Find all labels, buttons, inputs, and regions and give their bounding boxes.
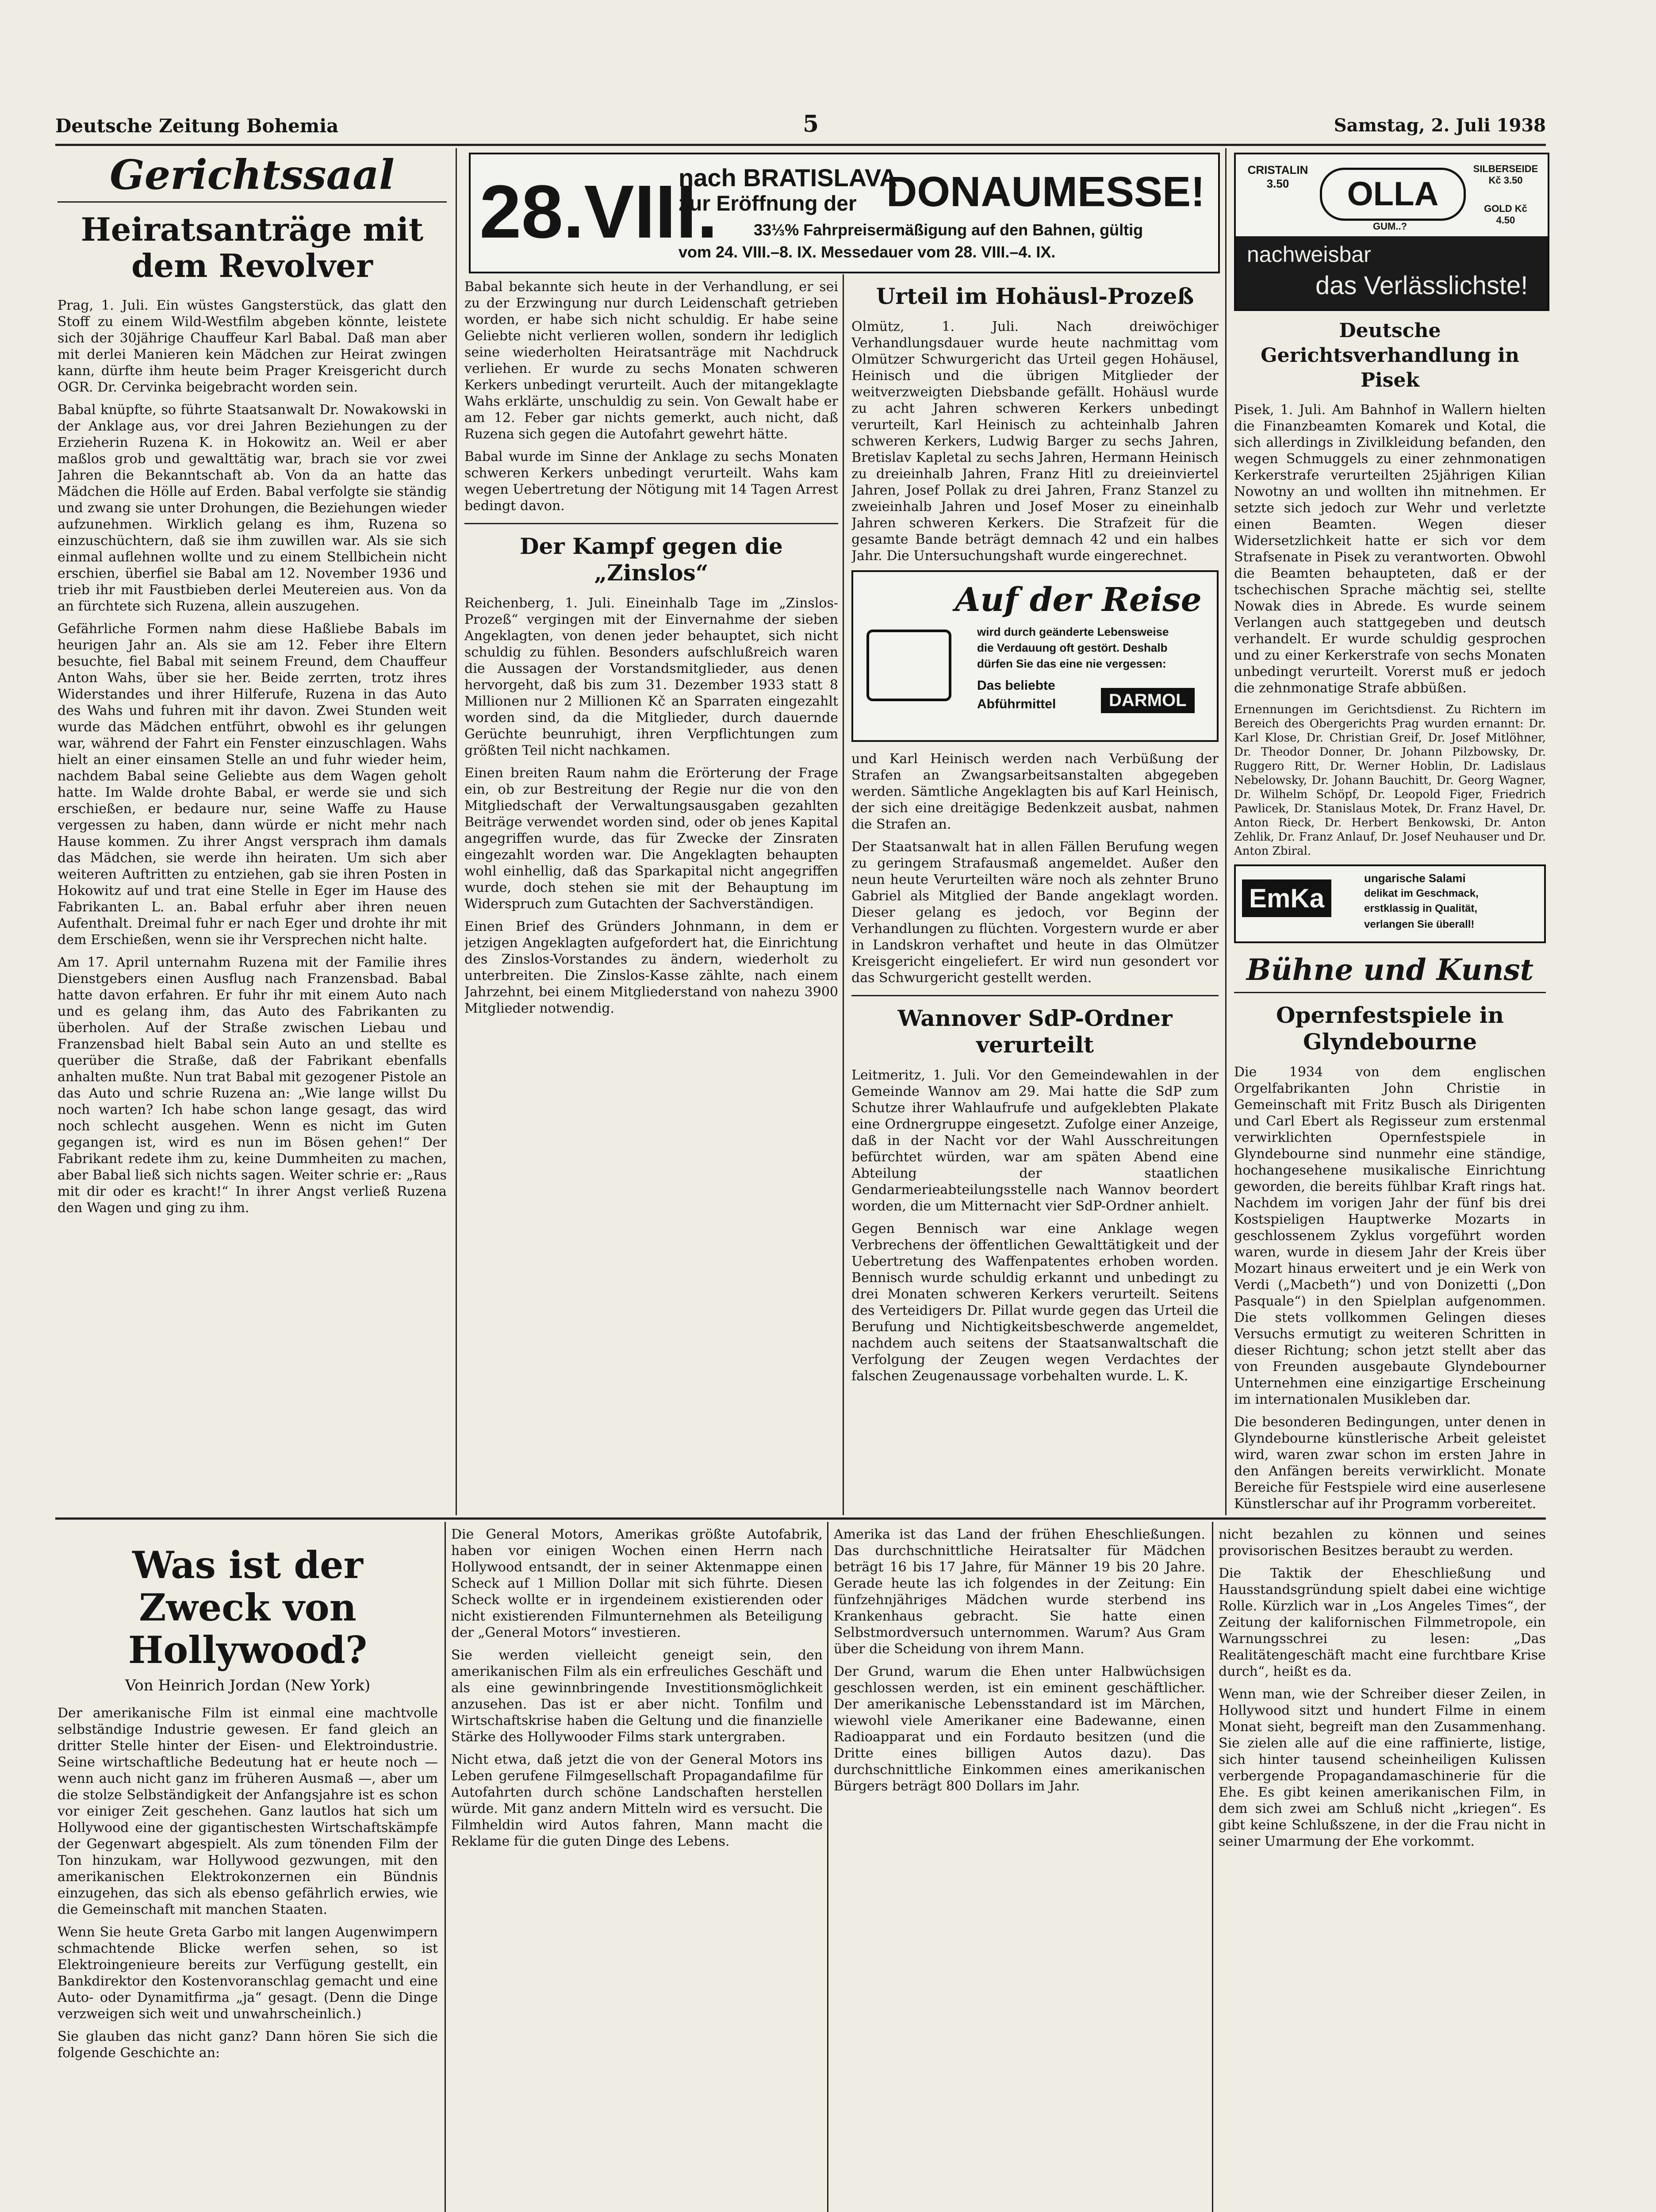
ad-text: Abführmittel	[977, 697, 1056, 711]
article-paragraph: Babal wurde im Sinne der Anklage zu sechs Monaten schweren Kerkers unbedingt verurteilt. Wahs kam wegen Uebertretung der Nötigung mit 14 Tagen Arrest bedingt davon.	[464, 449, 838, 514]
gerichtssaal-column	[58, 153, 447, 1511]
article-rule	[464, 523, 838, 524]
ad-fare: 33⅓% Fahrpreisermäßigung auf den Bahnen, gültig	[754, 221, 1143, 239]
article-paragraph: Der Staatsanwalt hat in allen Fällen Berufung wegen zu geringem Strafausmaß angemeldet. Außer den neun heute Verurteilten wäre noch als zehnter Bruno Gabriel als Mitglied der Bande angeklagt worden. Dieser gelang es jedoch, vor Beginn der Verhandlungen zu flüchten. Vorgestern wurde er aber in Landskron verhaftet und heute in das Olmützer Kreisgericht eingeliefert. Er wird nun gesondert vor das Schwurgericht gestellt werden.	[851, 839, 1219, 986]
article-paragraph: Olmütz, 1. Juli. Nach dreiwöchiger Verhandlungsdauer wurde heute nachmittag vom Olmützer Schwurgericht das Urteil gegen Hohäusel, Heinisch und die übrigen Mitglieder der weitverzweigten Diebsbande gefällt. Hohäusl wurde zu acht Jahren schweren Kerkers unbedingt verurteilt, Karl Heinisch zu achteinhalb Jahren schweren Kerkers, Ludwig Barger zu sechs Jahren, Bretislav Kapletal zu sechs Jahren, Hermann Heinisch zu dreieinhalb Jahren, Franz Hitl zu dreieinviertel Jahren, Josef Pollak zu drei Jahren, Franz Stanzel zu zweieinhalb Jahren und Josef Moser zu eineinhalb Jahren schweren Kerkers. Die Strafzeit für die gesamte Bande beträgt demnach 42 und ein halbes Jahr. Die Untersuchungshaft wurde eingerechnet.	[851, 319, 1219, 564]
hollywood-column-4	[1219, 1526, 1546, 2212]
hollywood-column-2	[451, 1526, 823, 2212]
reise-ad	[851, 570, 1219, 742]
column-rule-b1	[445, 1522, 446, 2212]
page-number: 5	[803, 111, 819, 138]
article-headline: Wannover SdP-Ordner verurteilt	[897, 1005, 1173, 1058]
article-paragraph: und Karl Heinisch werden nach Verbüßung der Strafen an Zwangsarbeitsanstalten abgegeben werden. Sämtliche Angeklagten bis auf Karl Heinisch, der sich eine dreitägige Bedenkzeit ausbat, nahmen die Strafen an.	[851, 751, 1219, 832]
column-rule-b2	[827, 1522, 828, 2212]
article-paragraph: Babal bekannte sich heute in der Verhandlung, er sei zu der Erzwingung nur durch Leidenschaft getrieben worden, er habe sich nicht schuldig. Er habe seine Geliebte nicht verlieren wollen, sondern ihr lediglich seine wiederholten Heiratsanträge mit Nachdruck verliehen. Er wurde zu sechs Monaten schweren Kerkers unbedingt verurteilt. Auch der mitangeklagte Wahs erklärte, unschuldig zu sein. Von Gewalt habe er am 12. Feber gar nichts gemerkt, auch nicht, daß Ruzena sich gegen die Autofahrt gewehrt hätte.	[464, 279, 838, 442]
article-paragraph: Babal knüpfte, so führte Staatsanwalt Dr. Nowakowski in der Anklage aus, vor drei Jahren Beziehungen zu der Erzieherin Ruzena K. in Hokowitz an. Weil er aber maßlos grob und gewalttätig war, brach sie vor zwei Jahren die Bekanntschaft ab. Von da an hatte das Mädchen die Hölle auf Erden. Babal verfolgte sie ständig und zwang sie unter Drohungen, die Beziehungen wieder aufzunehmen. Wirklich gelang es ihm, Ruzena so einzuschüchtern, daß sie ihm zuwillen war. Als sie sich einmal auflehnen wollte und zu einem Stellbichein nicht erschien, überfiel sie Babal am 12. November 1936 und trieb ihr mit Faustbieben derlei Meutereien aus. Von da an fürchtete sich Ruzena, allein auszugehen.	[58, 402, 447, 614]
article-byline: Von Heinrich Jordan (New York)	[125, 1677, 371, 1694]
article-headline: Was ist der Zweck von Hollywood?	[128, 1543, 368, 1672]
article-paragraph: Der amerikanische Film ist einmal eine machtvolle selbständige Industrie gewesen. Er fand gleich an dritter Stelle hinter der Eisen- und Elektroindustrie. Seine wirtschaftliche Bedeutung hat er heute noch — wenn auch nicht ganz im früheren Ausmaß —, aber um die stolze Selbständigkeit der Anfangsjahre ist es schon vor einiger Zeit geschehen. Ganz lautlos hat sich um Hollywood eine der gigantischesten Wirtschaftskämpfe der Gegenwart abgespielt. Als zum tönenden Film der Ton hinzukam, war Hollywood gezwungen, mit den amerikanischen Elektrokonzernen ein Bündnis einzugehen, das sich als ebenso gefährlich erwies, wie die Gemeinschaft mit manchen Staaten.	[58, 1705, 438, 1917]
article-headline: Urteil im Hohäusl-Prozeß	[876, 283, 1194, 309]
ad-text: die Verdauung oft gestört. Deshalb	[977, 641, 1168, 654]
column-rule-2	[843, 274, 844, 1515]
section-title: Gerichtssaal	[110, 153, 395, 199]
section-title: Bühne und Kunst	[1246, 952, 1534, 987]
paper-name: Deutsche Zeitung Bohemia	[55, 115, 339, 137]
donaumesse-ad	[469, 153, 1220, 273]
article-paragraph: Die 1934 von dem englischen Orgelfabrikanten John Christie in Gemeinschaft mit Fritz Busch als Dirigenten und Carl Ebert als Regisseur zum erstenmal verwirklichten Opernfestspiele in Glyndebourne sind nunmehr eine ständige, hochangesehene musikalische Einrichtung geworden, die bereits fühlbar Kraft rings hat. Nachdem im vorigen Jahr der fünf bis drei Kostspieligen Hauptwerke Mozarts in geschlossenem Zyklus vorgeführt worden waren, wurde in diesem Jahr der Kreis über Mozart hinaus erweitert und je ein Werk von Verdi („Macbeth“) und von Donizetti („Don Pasquale“) in den Spielplan aufgenommen. Die stets vollkommen Gelingen dieses Versuchs ermutigt zu weiteren Schritten in dieser Richtung; schon jetzt stellt aber das von Freunden ausgebaute Glyndebourner Unternehmen eine einzigartige Erscheinung im internationalen Musikleben dar.	[1234, 1064, 1546, 1407]
article-headline: Opernfestspiele in Glyndebourne	[1276, 1002, 1504, 1055]
column-rule-1	[456, 148, 457, 1515]
ad-text: dürfen Sie das eine nie vergessen:	[977, 657, 1166, 670]
pisek-column	[1234, 314, 1546, 1511]
ad-text: ungarische Salami	[1364, 872, 1466, 885]
article-paragraph: Am 17. April unternahm Ruzena mit der Familie ihres Dienstgebers einen Ausflug nach Franzensbad. Babal hatte davon erfahren. Er fuhr ihr mit einem Auto nach und es gelang ihm, das Auto des Fabrikanten zu überholen. Auf der Straße zwischen Liebau und Franzensbad hielt Babal sein Auto an und stellte es querüber die Straße, daß der Fabrikant ebenfalls anhalten mußte. Nun trat Babal mit gezogener Pistole an das Auto und schrie Ruzena an: „Wie lange willst Du noch warten? Ich habe schon lange gesagt, das wird noch schlecht ausgehen. Wenn es nicht im Guten gegangen ist, wird es nun im Bösen gehen!“ Der Fabrikant redete ihm zu, keine Dummheiten zu machen, aber Babal ließ sich nichts sagen. Weiter schrie er: „Raus mit dir oder es kracht!“ In ihrer Angst verließ Ruzena den Wagen und ging zu ihm.	[58, 955, 447, 1216]
ad-slogan: das Verlässlichste!	[1315, 271, 1528, 300]
ad-text: erstklassig in Qualität,	[1364, 902, 1478, 914]
article-headline: Der Kampf gegen die „Zinslos“	[520, 533, 783, 586]
article-paragraph: Einen Brief des Gründers Johnmann, in dem er jetzigen Angeklagten aufgefordert hat, die Einrichtung des Zinslos-Vorstandes zu ändern, wiederholt zu unterbreiten. Die Zinslos-Kasse zählte, nach einem Jahrzehnt, bei einem Mitgliederstand von nahezu 3900 Mitglieder notwendig.	[464, 919, 838, 1016]
zinslos-column	[464, 279, 838, 1511]
article-paragraph: Nicht etwa, daß jetzt die von der General Motors ins Leben gerufene Filmgesellschaft Propagandafilme für Autofahrten durch schöne Landschaften herstellen würde. Mit ganz andern Mitteln wird es versucht. Die Filmheldin wird Autos fahren, Mann macht die Reklame für die guten Dinge des Lebens.	[451, 1752, 823, 1849]
article-paragraph: Die besonderen Bedingungen, unter denen in Glyndebourne künstlerische Arbeit geleistet wird, waren zwar schon im ersten Jahre in den Anfängen bereits verwirklicht. Monate Bereiche für Festspiele wird eine auserlesene Künstlerschar auf ihr Programm vorbereitet.	[1234, 1414, 1546, 1511]
article-paragraph: Amerika ist das Land der frühen Eheschließungen. Das durchschnittliche Heiratsalter für Mädchen beträgt 16 bis 17 Jahre, für Männer 19 bis 20 Jahre. Gerade heute las ich folgendes in der Zeitung: Ein fünfzehnjähriges Mädchen wurde sterbend ins Krankenhaus gebracht. Sie hatte einen Selbstmordversuch unternommen. Warum? Aus Gram über die Scheidung von ihrem Mann.	[834, 1527, 1205, 1657]
ad-name: DONAUMESSE!	[886, 168, 1205, 215]
article-headline: Heiratsanträge mit dem Revolver	[80, 211, 424, 284]
section-divider	[55, 1517, 1546, 1520]
hohausl-column	[851, 279, 1219, 1511]
article-paragraph: Wenn Sie heute Greta Garbo mit langen Augenwimpern schmachtende Blicke werfen sehen, so ist Elektroingenieure bereits zur Verfügung gestellt, ein Bankdirektor den Kostenvoranschlag gemacht und eine Auto- oder Dynamitfirma „ja“ gesagt. (Denn die Dinge verzweigen sich weit und unwahrscheinlich.)	[58, 1924, 438, 2022]
ad-text: delikat im Geschmack,	[1364, 887, 1479, 899]
ad-badge: GOLD Kč 4.50	[1484, 203, 1527, 226]
issue-date: Samstag, 2. Juli 1938	[1334, 115, 1546, 136]
section-title-rule	[58, 201, 447, 203]
hollywood-column-3	[834, 1526, 1205, 2212]
column-rule-b3	[1212, 1522, 1213, 2212]
hollywood-column-1	[58, 1526, 438, 2212]
ad-date: 28.VIII.	[479, 170, 718, 254]
article-headline: Deutsche Gerichtsverhandlung in Pisek	[1261, 319, 1519, 392]
emka-ad	[1234, 864, 1546, 943]
olla-ad	[1234, 153, 1549, 311]
article-rule	[851, 995, 1219, 996]
article-paragraph: Pisek, 1. Juli. Am Bahnhof in Wallern hielten die Finanzbeamten Komarek und Kotal, die sich allerdings in Zivilkleidung befanden, den wegen Schmuggels zu einer zehnmonatigen Kerkerstrafe verurteilten 25jährigen Kilian Nowotny an und wollten ihn mitnehmen. Er setzte sich jedoch zur Wehr und verletzte einen Beamten. Wegen dieser Widersetzlichkeit hatte er sich vor dem Strafsenate in Pisek zu verantworten. Obwohl die Beamten behaupteten, daß er der tschechischen Sprache mächtig sei, stellte Nowak dies in Abrede. Es wurde seinem Verlangen auch stattgegeben und deutsch verhandelt. Er wurde schuldig gesprochen und zu einer Kerkerstrafe von sechs Monaten unbedingt verurteilt. Vorerst muß er jedoch die zehnmonatige Strafe abbüßen.	[1234, 402, 1546, 696]
article-paragraph: Gefährliche Formen nahm diese Haßliebe Babals im heurigen Jahr an. Als sie am 12. Feber ihre Eltern besuchte, fiel Babal mit seinem Freund, dem Chauffeur Anton Wahs, über sie her. Beide zerrten, trotz ihres Widerstandes und ihrer Hilferufe, Ruzena in das Auto des Wahs und fuhren mit ihr davon. Zwei Stunden weit wurde das Mädchen entführt, obwohl es ihr gelungen war, während der Fahrt ein Fenster einzuschlagen. Wahs hielt an einer einsamen Stelle an und fuhr wieder heim, nachdem Babal seine Geliebte aus dem Wagen geholt hatte. Im Walde drohte Babal, er werde sie und sich erschießen, er bedaure nur, seine Waffe zu Hause vergessen zu haben, dann würde er nicht mehr nach Hause kommen. Zu ihrer Angst versprach ihm damals das Mädchen, sie werde ihn heiraten. Um sich aber weiteren Auftritten zu entziehen, gab sie ihren Posten in Hokowitz auf und trat eine Stelle in Eger im Hause des Fabrikanten L. an. Babal erfuhr aber ihren neuen Aufenthalt. Dreimal fuhr er nach Eger und drohte ihr mit dem Erschießen, wenn sie ihr Versprechen nicht halte.	[58, 621, 447, 948]
ad-badge: SILBERSEIDE Kč 3.50	[1473, 163, 1538, 186]
article-paragraph: Die General Motors, Amerikas größte Autofabrik, haben vor einigen Wochen einen Herrn nach Hollywood entsandt, der in seiner Aktenmappe einen Scheck auf 1 Million Dollar mit sich führte. Diesen Scheck wollte er in irgendeinem existierenden oder nicht existierenden Filmunternehmen als Beteiligung der „General Motors“ investieren.	[451, 1527, 823, 1640]
article-paragraph: nicht bezahlen zu können und seines provisorischen Besitzes beraubt zu werden.	[1219, 1527, 1546, 1559]
ad-line2: zur Eröffnung der	[678, 192, 857, 215]
ad-slogan: nachweisbar	[1247, 242, 1371, 267]
ad-text: verlangen Sie überall!	[1364, 918, 1475, 930]
ad-sub: GUM..?	[1373, 221, 1407, 232]
article-paragraph: Sie werden vielleicht geneigt sein, den amerikanischen Film als ein erfreuliches Geschäft und als eine gewinnbringende Investitionsmöglichkeit anzusehen. Das ist er aber nicht. Tonfilm und Wirtschaftskrise haben die Geltung und die finanzielle Stärke des Hollywooder Films stark untergraben.	[451, 1647, 823, 1745]
ad-line1: nach BRATISLAVA	[678, 164, 897, 192]
ad-brand: EmKa	[1242, 879, 1331, 917]
article-paragraph: Der Grund, warum die Ehen unter Halbwüchsigen geschlossen werden, ist ein eminent geschäftlicher. Der amerikanische Lebensstandard ist im Märchen, wiewohl viele Amerikaner eine Badewanne, einen Radioapparat und ein Fordauto besitzen (und die Dritte eines billigen Autos dazu). Das durchschnittliche Einkommen eines amerikanischen Bürgers beträgt 800 Dollars im Jahr.	[834, 1664, 1205, 1794]
ad-brand: DARMOL	[1101, 688, 1195, 713]
article-paragraph: Ernennungen im Gerichtsdienst. Zu Richtern im Bereich des Obergerichts Prag wurden ernannt: Dr. Karl Klose, Dr. Christian Greif, Dr. Josef Mitlöhner, Dr. Theodor Donner, Dr. Johann Pilzbowsky, Dr. Ruggero Ritt, Dr. Werner Hoblin, Dr. Ladislaus Nebelowsky, Dr. Johann Bauchitt, Dr. Georg Wagner, Dr. Wilhelm Schöpf, Dr. Leopold Figer, Friedrich Pawlicek, Dr. Stanislaus Motek, Dr. Franz Havel, Dr. Anton Rieck, Dr. Herbert Benkowski, Dr. Anton Zehlik, Dr. Franz Anlauf, Dr. Josef Neuhauser und Dr. Anton Zbiral.	[1234, 703, 1546, 858]
article-paragraph: Gegen Bennisch war eine Anklage wegen Verbrechens der öffentlichen Gewalttätigkeit und der Uebertretung des Waffenpatentes erhoben worden. Bennisch wurde schuldig erkannt und unbedingt zu drei Monaten schweren Kerkers verurteilt. Seitens des Verteidigers Dr. Pillat wurde gegen das Urteil die Berufung und Nichtigkeitsbeschwerde angemeldet, nachdem auch seitens der Staatsanwaltschaft die Verfolgung der Zeugen wegen Verdachtes der falschen Zeugenaussage vorbehalten wurde. L. K.	[851, 1221, 1219, 1384]
article-paragraph: Einen breiten Raum nahm die Erörterung der Frage ein, ob zur Bestreitung der Regie nur die von den Mitgliedschaft der Verwaltungsausgaben gezahlten Beiträge verwendet worden sind, oder ob jenes Kapital angegriffen wurde, das für Zwecke der Zinsraten eingezahlt worden war. Die Angeklagten behaupten wohl einhellig, daß das Sparkapital nicht angegriffen wurde, doch stehen sie mit der Behauptung im Widerspruch zum Gutachten der Sachverständigen.	[464, 765, 838, 912]
ad-brand: OLLA	[1320, 168, 1466, 221]
ad-text: wird durch geänderte Lebensweise	[977, 625, 1169, 638]
ad-text: Das beliebte	[977, 678, 1055, 693]
article-paragraph: Prag, 1. Juli. Ein wüstes Gangsterstück, das glatt den Stoff zu einem Wild-Westfilm abgeben könnte, leistete sich der 30jährige Chauffeur Karl Babal. Daß man aber mit derlei Manieren kein Mädchen zur Heirat zwingen kann, dürfte ihm heute beim Prager Kreisgericht durch OGR. Dr. Cervinka beigebracht worden sein.	[58, 298, 447, 395]
section-title-rule	[1234, 992, 1546, 993]
header-rule	[55, 144, 1546, 146]
article-paragraph: Reichenberg, 1. Juli. Eineinhalb Tage im „Zinslos-Prozeß“ vergingen mit der Einvernahme der sieben Angeklagten, von denen jeder behauptet, sich nicht schuldig zu fühlen. Besonders aufschlußreich waren die Aussagen der Vorstandsmitglieder, aus denen hervorgeht, daß bis zum 31. Dezember 1933 statt 8 Millionen nur 2 Millionen Kč an Sparraten eingezahlt worden sind, da die Mitglieder, durch dauernde Gerüchte beunruhigt, ihren Verpflichtungen zum größten Teil nicht nachkamen.	[464, 595, 838, 758]
column-rule-3	[1225, 148, 1227, 1515]
article-paragraph: Leitmeritz, 1. Juli. Vor den Gemeindewahlen in der Gemeinde Wannov am 29. Mai hatte die SdP zum Schutze ihrer Wahlaufrufe und aufgeklebten Plakate eine Ordnergruppe eingesetzt. Zufolge einer Anzeige, daß in der Nacht vor der Wahl Ausschreitungen befürchtet würden, war am späten Abend eine Abteilung der staatlichen Gendarmerieabteilungsstelle nach Wannov beordert worden, die um Mitternacht vier SdP-Ordner anhielt.	[851, 1068, 1219, 1214]
article-paragraph: Sie glauben das nicht ganz? Dann hören Sie sich die folgende Geschichte an:	[58, 2029, 438, 2061]
article-paragraph: Die Taktik der Eheschließung und Hausstandsgründung spielt dabei eine wichtige Rolle. Kürzlich war in „Los Angeles Times“, der Zeitung der kalifornischen Filmmetropole, ein Warnungsschrei zu lesen: „Das Realitätengeschäft macht eine furchtbare Krise durch“, heißt es da.	[1219, 1566, 1546, 1679]
ad-badge: CRISTALIN 3.50	[1247, 163, 1308, 190]
article-paragraph: Wenn man, wie der Schreiber dieser Zeilen, in Hollywood sitzt und hundert Filme in einem Monat sieht, begreift man den Zusammenhang. Sie zielen alle auf die eine raffinierte, listige, sich hinter tausend scheinheiligen Kulissen verbergende Propagandamaschinerie für die Ehe. Es gibt keinen amerikanischen Film, in dem sich zwei am Schluß nicht „kriegen“. Es gibt keine Schlußszene, in der die Frau nicht in seiner Umarmung der Ehe vorkommt.	[1219, 1686, 1546, 1849]
ad-period: vom 24. VIII.–8. IX. Messedauer vom 28. VIII.–4. IX.	[678, 243, 1056, 261]
ad-title: Auf der Reise	[955, 581, 1202, 619]
suitcase-icon	[866, 630, 951, 701]
ad-slogan-band	[1236, 236, 1548, 309]
page-header	[55, 111, 1546, 142]
